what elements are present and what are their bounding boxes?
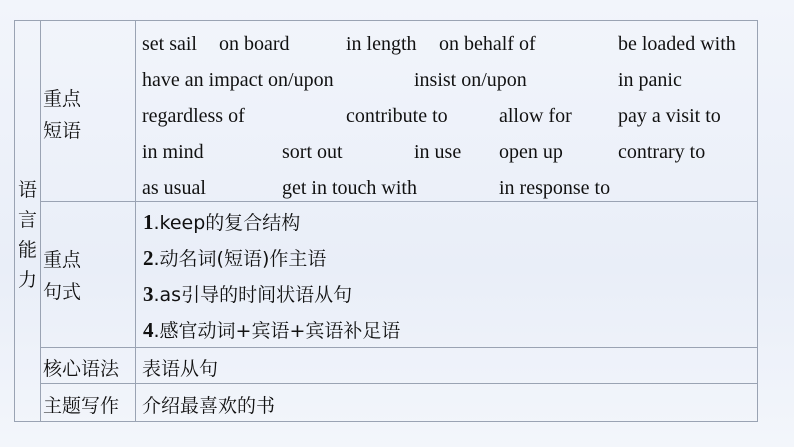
key-sentences-label	[43, 244, 81, 308]
theme-writing-label: 主题写作	[43, 395, 120, 417]
phrase: set sail	[142, 33, 197, 55]
item-number: 3	[143, 282, 154, 306]
phrase: insist on/upon	[414, 69, 527, 91]
language-ability-label	[15, 175, 40, 295]
summary-table	[14, 20, 758, 422]
item-number: 1	[143, 210, 154, 234]
sentence-item	[143, 316, 400, 343]
phrase: on behalf of	[439, 33, 536, 55]
side-char: 能	[17, 239, 37, 261]
divider	[40, 201, 757, 202]
item-text: .as引导的时间状语从句	[153, 284, 353, 306]
label-line: 重点	[43, 88, 82, 110]
phrase: open up	[499, 141, 563, 163]
phrase: contribute to	[346, 105, 448, 127]
theme-writing-value: 介绍最喜欢的书	[142, 395, 276, 417]
phrase: pay a visit to	[618, 105, 721, 127]
label-line: 重点	[43, 249, 82, 271]
phrase: regardless of	[142, 105, 245, 127]
phrase: in use	[414, 141, 462, 163]
core-grammar-label: 核心语法	[43, 358, 120, 380]
item-number: 4	[143, 318, 154, 342]
side-char: 言	[17, 209, 37, 231]
phrase: in length	[346, 33, 417, 55]
divider	[40, 21, 41, 421]
phrase: have an impact on/upon	[142, 69, 334, 91]
side-char: 语	[17, 179, 37, 201]
label-line: 短语	[43, 120, 82, 142]
phrase: sort out	[282, 141, 343, 163]
sentence-item	[143, 208, 300, 235]
item-text: .感官动词+宾语+宾语补足语	[153, 320, 401, 342]
phrase: allow for	[499, 105, 572, 127]
divider	[135, 21, 136, 421]
label-line: 句式	[43, 281, 82, 303]
side-char: 力	[17, 269, 37, 291]
phrase: in mind	[142, 141, 204, 163]
sentence-item	[143, 280, 352, 307]
item-text: .keep的复合结构	[153, 212, 301, 234]
phrase: on board	[219, 33, 290, 55]
item-text: .动名词(短语)作主语	[153, 248, 327, 270]
phrase: be loaded with	[618, 33, 736, 55]
item-number: 2	[143, 246, 154, 270]
phrase: in response to	[499, 177, 611, 199]
phrase: in panic	[618, 69, 682, 91]
phrase: get in touch with	[282, 177, 417, 199]
divider	[40, 383, 757, 384]
core-grammar-value: 表语从句	[142, 358, 219, 380]
phrase: contrary to	[618, 141, 706, 163]
phrase: as usual	[142, 177, 206, 199]
sentence-item	[143, 244, 326, 271]
key-phrases-label	[43, 83, 81, 147]
divider	[40, 347, 757, 348]
